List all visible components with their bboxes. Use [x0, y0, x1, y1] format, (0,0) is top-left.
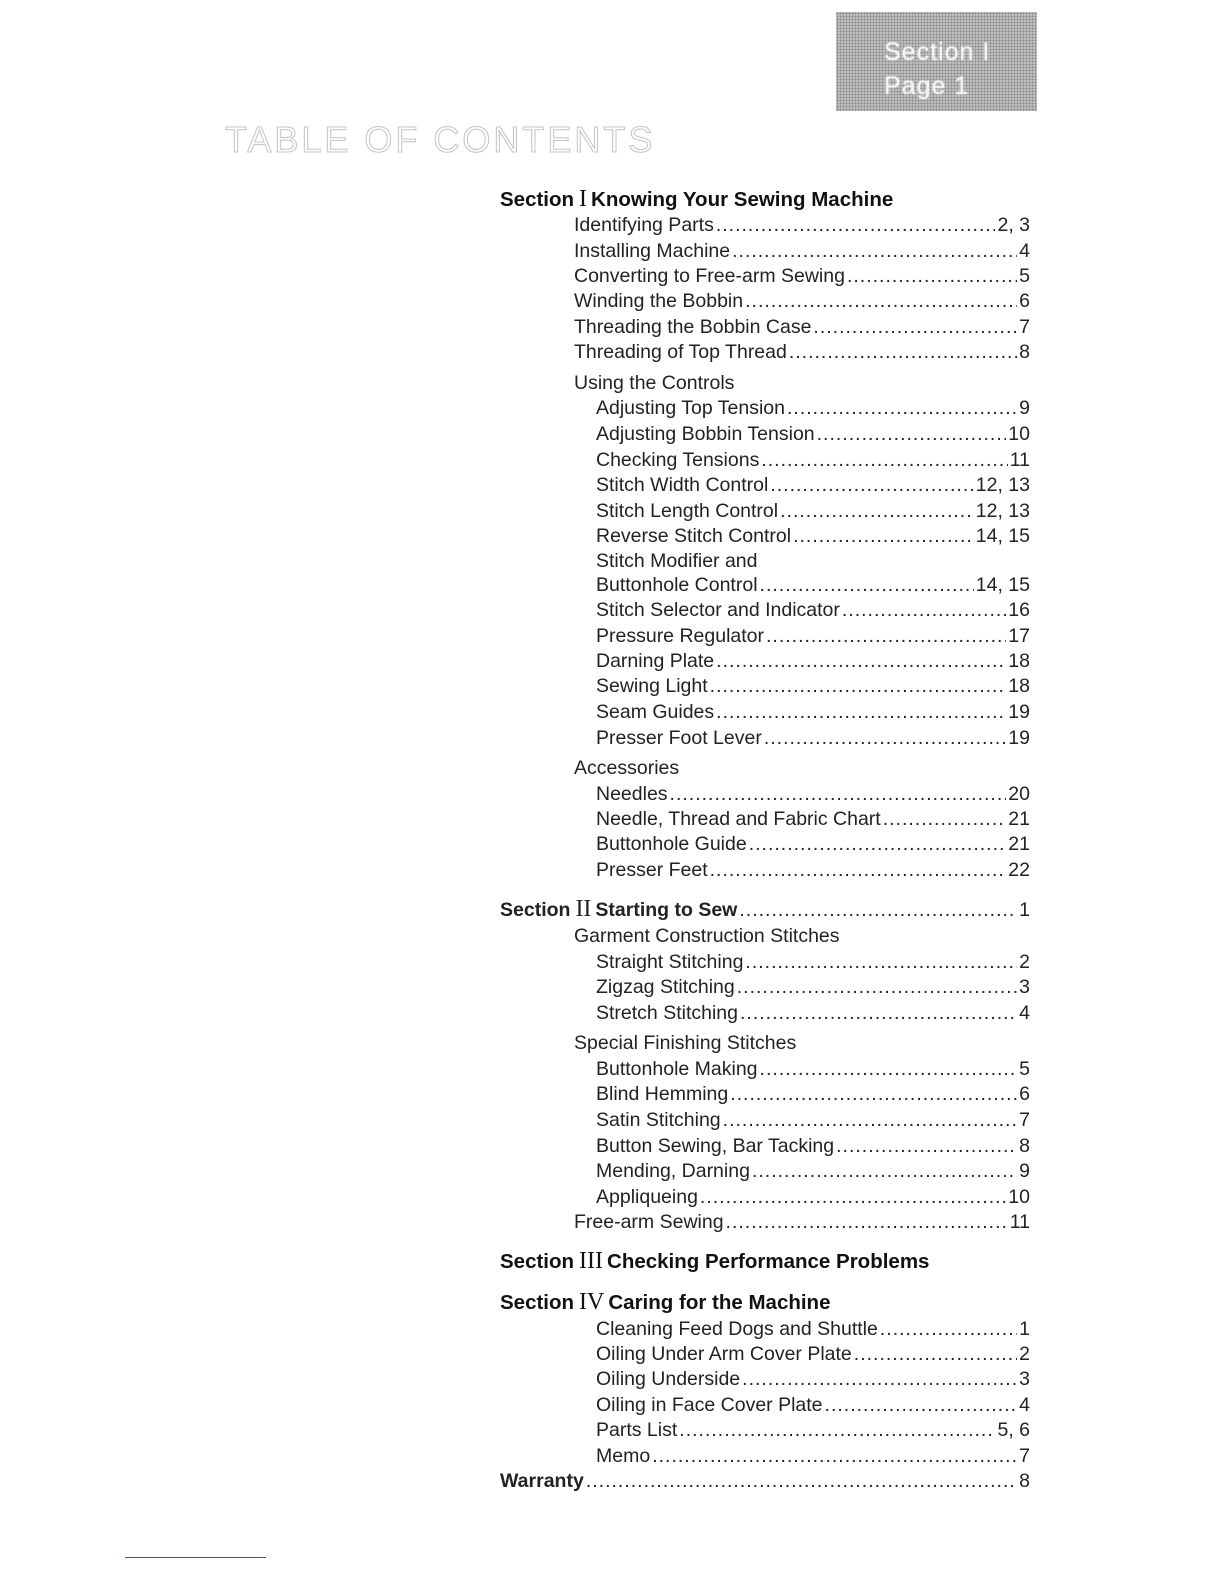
- tab-page-label: Page 1: [884, 72, 970, 100]
- toc-entry: Presser Feet ..... 22: [596, 859, 1030, 882]
- table-of-contents: [500, 0, 1030, 1584]
- toc-group-heading: Garment Construction Stitches: [574, 925, 840, 947]
- toc-entry: Reverse Stitch Control ..... 14, 15: [596, 525, 1030, 548]
- toc-entry: Stitch Width Control ..... 12, 13: [596, 474, 1030, 497]
- toc-entry: Stitch Length Control ..... 12, 13: [596, 500, 1030, 523]
- toc-entry: Free-arm Sewing ..... 11: [574, 1211, 1030, 1234]
- toc-entry: Oiling in Face Cover Plate ..... 4: [596, 1394, 1030, 1417]
- toc-group-heading: Accessories: [574, 757, 680, 779]
- toc-entry: Oiling Under Arm Cover Plate ..... 2: [596, 1343, 1030, 1366]
- toc-entry-label: Stitch Modifier and: [596, 550, 758, 572]
- toc-entry: Identifying Parts ..... 2, 3: [574, 214, 1030, 237]
- toc-entry: Presser Foot Lever ..... 19: [596, 727, 1030, 750]
- toc-entry: Converting to Free-arm Sewing ..... 5: [574, 265, 1030, 288]
- section-heading-4: Section IV Caring for the Machine: [500, 1289, 831, 1315]
- page-title: TABLE OF CONTENTS: [225, 119, 656, 160]
- toc-entry: Memo ..... 7: [596, 1445, 1030, 1468]
- section-heading-2: Section II Starting to Sew ..... 1: [500, 896, 1030, 923]
- toc-entry: Stretch Stitching ..... 4: [596, 1002, 1030, 1025]
- toc-entry: Buttonhole Making ..... 5: [596, 1058, 1030, 1081]
- toc-entry: Checking Tensions ..... 11: [596, 449, 1030, 472]
- toc-group-heading: Using the Controls: [574, 372, 735, 394]
- section-heading-3: Section III Checking Performance Problems: [500, 1248, 930, 1274]
- toc-entry: Needles ..... 20: [596, 783, 1030, 806]
- toc-entry: Threading of Top Thread ..... 8: [574, 341, 1030, 364]
- tab-section-label: Section I: [884, 38, 991, 66]
- toc-entry: Oiling Underside ..... 3: [596, 1368, 1030, 1391]
- toc-entry: Appliqueing ..... 10: [596, 1186, 1030, 1209]
- toc-entry: Adjusting Bobbin Tension ..... 10: [596, 423, 1030, 446]
- toc-entry: Sewing Light ..... 18: [596, 675, 1030, 698]
- toc-entry: Winding the Bobbin ..... 6: [574, 290, 1030, 313]
- toc-entry: Parts List ..... 5, 6: [596, 1419, 1030, 1442]
- toc-entry: Needle, Thread and Fabric Chart ..... 21: [596, 808, 1030, 831]
- toc-entry: Satin Stitching ..... 7: [596, 1109, 1030, 1132]
- toc-entry: Mending, Darning ..... 9: [596, 1160, 1030, 1183]
- toc-entry: Pressure Regulator ..... 17: [596, 625, 1030, 648]
- section-heading-1: Section I Knowing Your Sewing Machine: [500, 186, 894, 212]
- toc-entry: Buttonhole Guide ..... 21: [596, 833, 1030, 856]
- toc-entry: Blind Hemming ..... 6: [596, 1083, 1030, 1106]
- toc-group-heading: Special Finishing Stitches: [574, 1032, 797, 1054]
- footer-rule: [125, 1557, 266, 1558]
- toc-entry: Cleaning Feed Dogs and Shuttle ..... 1: [596, 1318, 1030, 1341]
- toc-entry: Adjusting Top Tension ..... 9: [596, 397, 1030, 420]
- toc-entry: Zigzag Stitching ..... 3: [596, 976, 1030, 999]
- toc-entry: Straight Stitching ..... 2: [596, 951, 1030, 974]
- toc-entry: Buttonhole Control ..... 14, 15: [596, 574, 1030, 597]
- toc-entry: Installing Machine ..... 4: [574, 240, 1030, 263]
- toc-entry: Stitch Selector and Indicator ..... 16: [596, 599, 1030, 622]
- toc-entry: Button Sewing, Bar Tacking ..... 8: [596, 1135, 1030, 1158]
- toc-warranty-entry: Warranty ..... 8: [500, 1470, 1030, 1493]
- toc-entry: Threading the Bobbin Case ..... 7: [574, 316, 1030, 339]
- toc-entry: Seam Guides ..... 19: [596, 701, 1030, 724]
- toc-entry: Darning Plate ..... 18: [596, 650, 1030, 673]
